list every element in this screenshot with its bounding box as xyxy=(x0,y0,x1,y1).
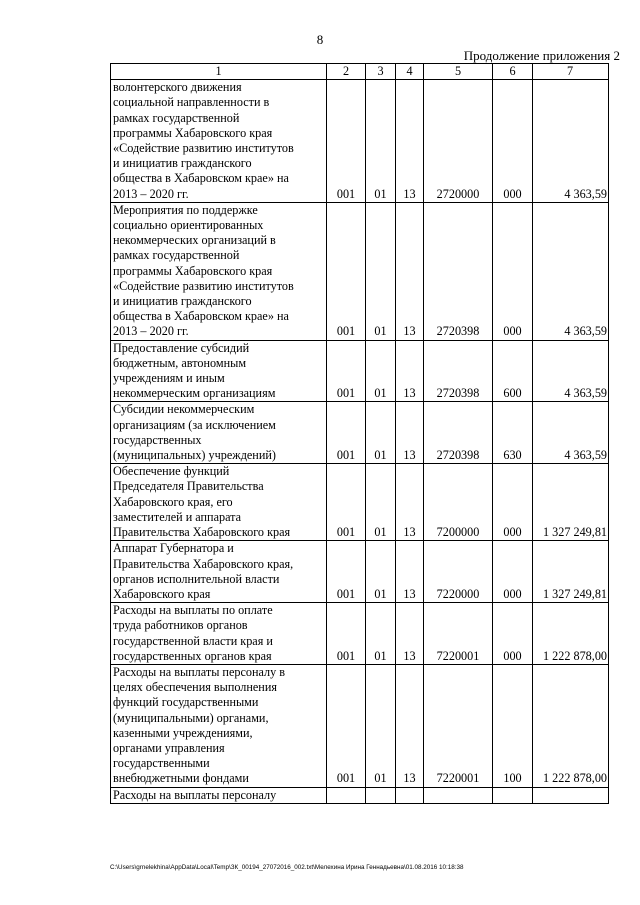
description-line: целях обеспечения выполнения xyxy=(113,680,277,695)
cell-col-3: 01 xyxy=(366,202,396,340)
description-line: Субсидии некоммерческим xyxy=(113,402,255,417)
description-line: социальной направленности в xyxy=(113,95,270,110)
description-line: и инициатив гражданского xyxy=(113,156,252,171)
description-line: Председателя Правительства xyxy=(113,479,264,494)
table-row xyxy=(111,787,609,803)
description-line: и инициатив гражданского xyxy=(113,294,252,309)
row-description xyxy=(111,787,327,803)
cell-col-3: 01 xyxy=(366,402,396,464)
description-line: государственных органов края xyxy=(113,648,272,663)
cell-col-5: 7220001 xyxy=(424,603,493,665)
cell-col-6: 100 xyxy=(493,664,533,787)
description-line: заместителей и аппарата xyxy=(113,509,242,524)
column-header-3: 3 xyxy=(366,64,396,80)
cell-col-7: 1 222 878,00 xyxy=(533,664,609,787)
cell-col-7: 4 363,59 xyxy=(533,340,609,402)
table-row xyxy=(111,402,609,464)
description-line: рамках государственной xyxy=(113,248,240,263)
row-description xyxy=(111,603,327,665)
cell-col-6: 000 xyxy=(493,202,533,340)
description-line: Предоставление субсидий xyxy=(113,340,250,355)
cell-col-7: 1 222 878,00 xyxy=(533,603,609,665)
description-line: социально ориентированных xyxy=(113,218,264,233)
table-header-row xyxy=(111,64,609,80)
cell-col-3: 01 xyxy=(366,664,396,787)
cell-col-3 xyxy=(366,787,396,803)
cell-col-4: 13 xyxy=(396,80,424,203)
cell-col-4: 13 xyxy=(396,202,424,340)
table-row xyxy=(111,202,609,340)
table-row xyxy=(111,464,609,541)
description-line: органами управления xyxy=(113,740,225,755)
table-row xyxy=(111,664,609,787)
cell-col-5: 7220000 xyxy=(424,541,493,603)
column-header-6: 6 xyxy=(493,64,533,80)
cell-col-6: 600 xyxy=(493,340,533,402)
cell-col-7 xyxy=(533,787,609,803)
cell-col-2: 001 xyxy=(327,402,366,464)
cell-col-3: 01 xyxy=(366,340,396,402)
description-line: 2013 – 2020 гг. xyxy=(113,186,189,201)
description-line: рамках государственной xyxy=(113,110,240,125)
page-number: 8 xyxy=(316,32,324,47)
cell-col-3: 01 xyxy=(366,603,396,665)
cell-col-6 xyxy=(493,787,533,803)
description-line: общества в Хабаровском крае» на xyxy=(113,309,289,324)
cell-col-2: 001 xyxy=(327,340,366,402)
description-line: Аппарат Губернатора и xyxy=(113,541,234,556)
description-line: программы Хабаровского края xyxy=(113,263,273,278)
description-line: государственными xyxy=(113,756,210,771)
cell-col-5: 2720000 xyxy=(424,80,493,203)
row-description xyxy=(111,402,327,464)
cell-col-3: 01 xyxy=(366,541,396,603)
cell-col-7: 4 363,59 xyxy=(533,402,609,464)
description-line: (муниципальных) учреждений) xyxy=(113,448,276,463)
row-description xyxy=(111,340,327,402)
cell-col-4: 13 xyxy=(396,603,424,665)
description-line: «Содействие развитию институтов xyxy=(113,278,294,293)
description-line: программы Хабаровского края xyxy=(113,125,273,140)
budget-table xyxy=(110,63,609,804)
cell-col-5: 2720398 xyxy=(424,202,493,340)
cell-col-2: 001 xyxy=(327,603,366,665)
footer-file-path: C:\Users\grnelekhina\AppData\Local\Temp\ЗК_00194_27072016_002.txt\Мелехина Ирина Геннадьевна\01.08.2016 10:18:38 xyxy=(110,864,464,871)
row-description xyxy=(111,202,327,340)
description-line: Хабаровского края xyxy=(113,586,211,601)
table-row xyxy=(111,541,609,603)
column-header-7: 7 xyxy=(533,64,609,80)
description-line: труда работников органов xyxy=(113,618,248,633)
column-header-2: 2 xyxy=(327,64,366,80)
cell-col-5: 2720398 xyxy=(424,340,493,402)
cell-col-3: 01 xyxy=(366,464,396,541)
cell-col-2: 001 xyxy=(327,464,366,541)
description-line: Правительства Хабаровского края xyxy=(113,525,291,540)
cell-col-2: 001 xyxy=(327,664,366,787)
description-line: некоммерческим организациям xyxy=(113,386,276,401)
cell-col-2 xyxy=(327,787,366,803)
description-line: общества в Хабаровском крае» на xyxy=(113,171,289,186)
cell-col-7: 1 327 249,81 xyxy=(533,541,609,603)
cell-col-6: 630 xyxy=(493,402,533,464)
column-header-4: 4 xyxy=(396,64,424,80)
description-line: государственных xyxy=(113,432,202,447)
description-line: Правительства Хабаровского края, xyxy=(113,556,294,571)
continuation-label: Продолжение приложения 2 xyxy=(463,48,620,63)
cell-col-4: 13 xyxy=(396,541,424,603)
description-line: Хабаровского края, его xyxy=(113,494,233,509)
cell-col-3: 01 xyxy=(366,80,396,203)
cell-col-7: 4 363,59 xyxy=(533,80,609,203)
description-line: (муниципальными) органами, xyxy=(113,710,269,725)
cell-col-4 xyxy=(396,787,424,803)
table-body xyxy=(111,80,609,804)
description-line: Расходы на выплаты персоналу в xyxy=(113,664,285,679)
description-line: государственной власти края и xyxy=(113,633,273,648)
cell-col-6: 000 xyxy=(493,80,533,203)
cell-col-6: 000 xyxy=(493,464,533,541)
cell-col-4: 13 xyxy=(396,464,424,541)
description-line: Обеспечение функций xyxy=(113,464,230,479)
cell-col-7: 1 327 249,81 xyxy=(533,464,609,541)
description-line: бюджетным, автономным xyxy=(113,355,247,370)
cell-col-6: 000 xyxy=(493,541,533,603)
description-line: органов исполнительной власти xyxy=(113,571,280,586)
row-description xyxy=(111,541,327,603)
cell-col-2: 001 xyxy=(327,80,366,203)
row-description xyxy=(111,80,327,203)
cell-col-5: 7200000 xyxy=(424,464,493,541)
cell-col-5 xyxy=(424,787,493,803)
description-line: волонтерского движения xyxy=(113,80,242,95)
description-line: Расходы на выплаты по оплате xyxy=(113,603,273,618)
cell-col-7: 4 363,59 xyxy=(533,202,609,340)
description-line: Мероприятия по поддержке xyxy=(113,202,258,217)
cell-col-2: 001 xyxy=(327,202,366,340)
row-description xyxy=(111,464,327,541)
row-description xyxy=(111,664,327,787)
table-row xyxy=(111,340,609,402)
description-line: внебюджетными фондами xyxy=(113,771,249,786)
description-line: некоммерческих организаций в xyxy=(113,233,276,248)
cell-col-6: 000 xyxy=(493,603,533,665)
cell-col-5: 2720398 xyxy=(424,402,493,464)
table-row xyxy=(111,603,609,665)
cell-col-2: 001 xyxy=(327,541,366,603)
description-line: 2013 – 2020 гг. xyxy=(113,324,189,339)
cell-col-4: 13 xyxy=(396,340,424,402)
cell-col-5: 7220001 xyxy=(424,664,493,787)
description-line: Расходы на выплаты персоналу xyxy=(113,787,277,802)
description-line: организациям (за исключением xyxy=(113,417,276,432)
table-row xyxy=(111,80,609,203)
description-line: функций государственными xyxy=(113,695,259,710)
cell-col-4: 13 xyxy=(396,664,424,787)
cell-col-4: 13 xyxy=(396,402,424,464)
description-line: казенными учреждениями, xyxy=(113,725,253,740)
description-line: «Содействие развитию институтов xyxy=(113,141,294,156)
description-line: учреждениям и иным xyxy=(113,371,225,386)
column-header-1: 1 xyxy=(111,64,327,80)
column-header-5: 5 xyxy=(424,64,493,80)
